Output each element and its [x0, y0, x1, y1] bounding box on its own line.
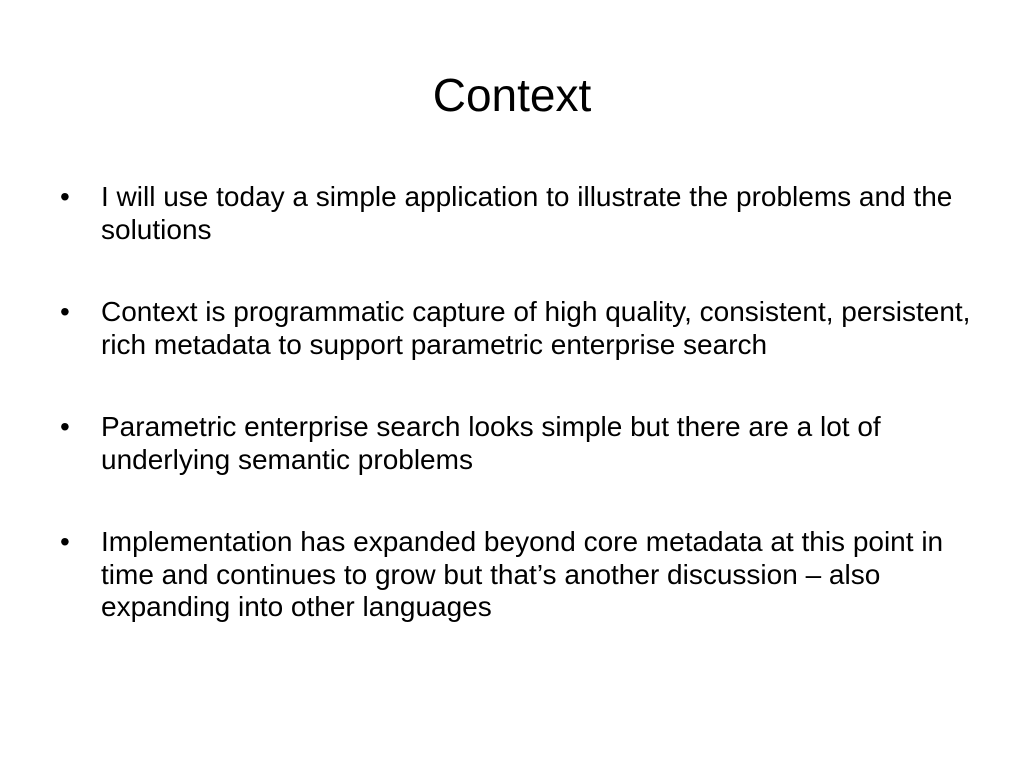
bullet-item — [56, 296, 976, 361]
bullet-icon: • — [60, 296, 70, 327]
bullet-text: Implementation has expanded beyond core metadata at this point in time and continues to grow but that’s another discussion – also expanding into other languages — [101, 526, 944, 622]
bullet-item — [56, 411, 976, 476]
bullet-list — [56, 181, 976, 624]
bullet-item — [56, 181, 976, 246]
bullet-icon: • — [60, 411, 70, 442]
bullet-text: Context is programmatic capture of high quality, consistent, persistent, rich metadata to support parametric enterprise search — [101, 296, 971, 360]
bullet-text: Parametric enterprise search looks simple but there are a lot of underlying semantic problems — [101, 411, 881, 475]
bullet-text: I will use today a simple application to illustrate the problems and the solutions — [101, 181, 953, 245]
slide-title: Context — [432, 69, 592, 121]
bullet-item — [56, 526, 976, 624]
bullet-icon: • — [60, 181, 70, 212]
bullet-icon: • — [60, 526, 70, 557]
